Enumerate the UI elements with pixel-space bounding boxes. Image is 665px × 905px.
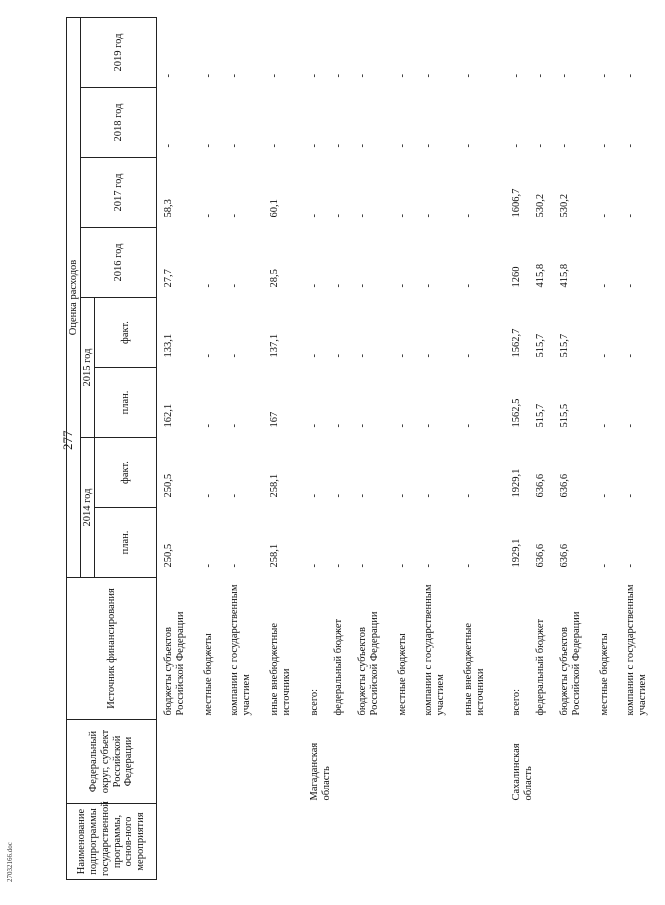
value-cell: - bbox=[357, 564, 368, 568]
value-cell: - bbox=[309, 144, 320, 148]
value-cell: - bbox=[357, 354, 368, 358]
value-cell: 530,2 bbox=[535, 193, 546, 218]
value-cell: 250,5 bbox=[163, 543, 174, 568]
table-row bbox=[463, 18, 511, 880]
value-cell: - bbox=[229, 494, 240, 498]
value-cell: - bbox=[397, 424, 408, 428]
value-cell: - bbox=[309, 564, 320, 568]
value-cell: 636,6 bbox=[559, 543, 570, 568]
value-cell: - bbox=[229, 424, 240, 428]
value-cell: 1929,1 bbox=[511, 468, 522, 498]
value-cell: 1562,5 bbox=[511, 398, 522, 428]
value-cell: 258,1 bbox=[269, 543, 280, 568]
value-cell: 515,5 bbox=[559, 403, 570, 428]
table-row bbox=[423, 18, 463, 880]
region-cell bbox=[333, 720, 357, 804]
value-cell: - bbox=[599, 214, 610, 218]
value-cell: - bbox=[269, 74, 280, 78]
value-cell: - bbox=[357, 214, 368, 218]
value-cell: - bbox=[625, 424, 636, 428]
value-cell: 28,5 bbox=[269, 269, 280, 288]
header-region: Федеральный округ, субъект Российской Федерации bbox=[67, 720, 157, 804]
value-cell: - bbox=[423, 564, 434, 568]
header-2015-fact: факт. bbox=[95, 298, 157, 368]
value-cell: - bbox=[463, 74, 474, 78]
header-funding-source: Источник финансирования bbox=[67, 578, 157, 720]
value-cell: - bbox=[463, 284, 474, 288]
table-row bbox=[309, 18, 333, 880]
value-cell: - bbox=[333, 424, 344, 428]
value-cell: - bbox=[423, 424, 434, 428]
header-year-2016: 2016 год bbox=[81, 228, 157, 298]
value-cell: - bbox=[423, 494, 434, 498]
region-cell bbox=[625, 720, 665, 804]
value-cell: - bbox=[229, 74, 240, 78]
value-cell: - bbox=[423, 354, 434, 358]
value-cell: 60,1 bbox=[269, 199, 280, 218]
value-cell: 415,8 bbox=[535, 263, 546, 288]
table-row bbox=[163, 18, 203, 880]
value-cell: 1562,7 bbox=[511, 328, 522, 358]
value-cell: - bbox=[357, 144, 368, 148]
table-row bbox=[599, 18, 625, 880]
value-cell: - bbox=[463, 494, 474, 498]
value-cell: 133,1 bbox=[163, 333, 174, 358]
header-year-2014: 2014 год bbox=[81, 438, 95, 578]
table-row bbox=[229, 18, 269, 880]
table-row bbox=[357, 18, 397, 880]
value-cell: - bbox=[599, 424, 610, 428]
region-cell bbox=[463, 720, 511, 804]
value-cell: - bbox=[203, 494, 214, 498]
region-cell bbox=[599, 720, 625, 804]
header-year-2015: 2015 год bbox=[81, 298, 95, 438]
document-id: 27032166.doc bbox=[6, 842, 14, 882]
value-cell: - bbox=[463, 424, 474, 428]
value-cell: - bbox=[203, 354, 214, 358]
value-cell: - bbox=[397, 564, 408, 568]
value-cell: - bbox=[535, 74, 546, 78]
funding-source-cell: местные бюджеты bbox=[599, 633, 610, 716]
value-cell: - bbox=[357, 424, 368, 428]
region-cell bbox=[357, 720, 397, 804]
funding-source-cell: компании с государственным участием bbox=[625, 584, 648, 716]
value-cell: - bbox=[397, 354, 408, 358]
value-cell: - bbox=[463, 354, 474, 358]
value-cell: - bbox=[309, 424, 320, 428]
header-year-2019: 2019 год bbox=[81, 18, 157, 88]
table-body bbox=[157, 18, 665, 880]
value-cell: - bbox=[163, 74, 174, 78]
header-program-name: Наименование подпрограммы государственной программы, основ-ного мероприятия bbox=[67, 804, 157, 880]
header-2015-plan: план. bbox=[95, 368, 157, 438]
value-cell: - bbox=[463, 144, 474, 148]
table-row bbox=[535, 18, 559, 880]
value-cell: - bbox=[269, 144, 280, 148]
value-cell: - bbox=[625, 494, 636, 498]
value-cell: - bbox=[599, 144, 610, 148]
value-cell: - bbox=[423, 284, 434, 288]
page-number: 277 bbox=[60, 430, 75, 450]
value-cell: 1606,7 bbox=[511, 188, 522, 218]
value-cell: 1260 bbox=[511, 266, 522, 288]
value-cell: - bbox=[511, 74, 522, 78]
value-cell: - bbox=[309, 354, 320, 358]
funding-source-cell: компании с государственным участием bbox=[229, 584, 252, 716]
funding-source-cell: федеральный бюджет bbox=[535, 618, 546, 716]
value-cell: 162,1 bbox=[163, 403, 174, 428]
value-cell: - bbox=[309, 494, 320, 498]
table-row bbox=[511, 18, 535, 880]
region-cell bbox=[229, 720, 269, 804]
value-cell: 636,6 bbox=[535, 543, 546, 568]
region-cell bbox=[269, 720, 309, 804]
value-cell: 515,7 bbox=[535, 333, 546, 358]
value-cell: - bbox=[535, 144, 546, 148]
funding-source-cell: иные внебюджетные источники bbox=[463, 622, 486, 716]
header-year-2018: 2018 год bbox=[81, 88, 157, 158]
value-cell: - bbox=[423, 144, 434, 148]
value-cell: - bbox=[309, 284, 320, 288]
value-cell: - bbox=[203, 284, 214, 288]
funding-source-cell: бюджеты субъектов Российской Федерации bbox=[559, 611, 582, 716]
value-cell: - bbox=[229, 284, 240, 288]
funding-source-cell: всего: bbox=[511, 688, 522, 716]
header-2014-fact: факт. bbox=[95, 438, 157, 508]
header-expense-estimate: Оценка расходов bbox=[67, 18, 81, 578]
region-cell bbox=[163, 720, 203, 804]
header-year-2017: 2017 год bbox=[81, 158, 157, 228]
value-cell: - bbox=[625, 564, 636, 568]
region-cell bbox=[203, 720, 229, 804]
region-cell bbox=[559, 720, 599, 804]
value-cell: 167 bbox=[269, 411, 280, 428]
value-cell: - bbox=[599, 284, 610, 288]
value-cell: - bbox=[625, 74, 636, 78]
funding-source-cell: всего: bbox=[309, 688, 320, 716]
region-cell bbox=[535, 720, 559, 804]
region-cell: Сахалинская область bbox=[511, 743, 534, 801]
value-cell: - bbox=[397, 214, 408, 218]
value-cell: - bbox=[357, 74, 368, 78]
value-cell: 515,7 bbox=[559, 333, 570, 358]
value-cell: - bbox=[559, 144, 570, 148]
value-cell: - bbox=[333, 284, 344, 288]
value-cell: - bbox=[511, 144, 522, 148]
value-cell: - bbox=[397, 494, 408, 498]
value-cell: - bbox=[333, 564, 344, 568]
funding-source-cell: федеральный бюджет bbox=[333, 618, 344, 716]
value-cell: - bbox=[423, 74, 434, 78]
value-cell: - bbox=[599, 494, 610, 498]
value-cell: 636,6 bbox=[559, 473, 570, 498]
value-cell: - bbox=[333, 74, 344, 78]
table-row bbox=[625, 18, 665, 880]
value-cell: 58,3 bbox=[163, 199, 174, 218]
expenditure-table bbox=[66, 17, 665, 880]
value-cell: - bbox=[229, 144, 240, 148]
value-cell: - bbox=[397, 74, 408, 78]
value-cell: - bbox=[203, 564, 214, 568]
value-cell: - bbox=[625, 354, 636, 358]
value-cell: - bbox=[397, 144, 408, 148]
value-cell: - bbox=[599, 564, 610, 568]
value-cell: - bbox=[309, 214, 320, 218]
table-row bbox=[269, 18, 309, 880]
value-cell: - bbox=[423, 214, 434, 218]
value-cell: - bbox=[559, 74, 570, 78]
value-cell: - bbox=[203, 144, 214, 148]
value-cell: - bbox=[357, 284, 368, 288]
value-cell: - bbox=[357, 494, 368, 498]
rotated-table-sheet bbox=[66, 18, 648, 880]
table-row bbox=[559, 18, 599, 880]
value-cell: - bbox=[625, 214, 636, 218]
value-cell: - bbox=[229, 564, 240, 568]
header-2014-plan: план. bbox=[95, 508, 157, 578]
value-cell: - bbox=[229, 354, 240, 358]
value-cell: 515,7 bbox=[535, 403, 546, 428]
value-cell: - bbox=[229, 214, 240, 218]
value-cell: - bbox=[309, 74, 320, 78]
value-cell: 250,5 bbox=[163, 473, 174, 498]
value-cell: 137,1 bbox=[269, 333, 280, 358]
funding-source-cell: бюджеты субъектов Российской Федерации bbox=[163, 611, 186, 716]
value-cell: 530,2 bbox=[559, 193, 570, 218]
value-cell: - bbox=[163, 144, 174, 148]
value-cell: 258,1 bbox=[269, 473, 280, 498]
table-row bbox=[203, 18, 229, 880]
value-cell: - bbox=[333, 354, 344, 358]
value-cell: - bbox=[333, 494, 344, 498]
funding-source-cell: местные бюджеты bbox=[203, 633, 214, 716]
value-cell: - bbox=[203, 74, 214, 78]
table-row bbox=[397, 18, 423, 880]
value-cell: - bbox=[463, 564, 474, 568]
value-cell: - bbox=[333, 144, 344, 148]
value-cell: - bbox=[203, 424, 214, 428]
value-cell: - bbox=[397, 284, 408, 288]
value-cell: - bbox=[625, 284, 636, 288]
region-cell bbox=[423, 720, 463, 804]
value-cell: - bbox=[333, 214, 344, 218]
value-cell: - bbox=[463, 214, 474, 218]
value-cell: - bbox=[599, 74, 610, 78]
value-cell: - bbox=[625, 144, 636, 148]
funding-source-cell: компании с государственным участием bbox=[423, 584, 446, 716]
value-cell: - bbox=[599, 354, 610, 358]
value-cell: 1929,1 bbox=[511, 538, 522, 568]
region-cell bbox=[397, 720, 423, 804]
region-cell: Магаданская область bbox=[309, 742, 332, 801]
table-row bbox=[333, 18, 357, 880]
table-header bbox=[67, 18, 157, 880]
funding-source-cell: бюджеты субъектов Российской Федерации bbox=[357, 611, 380, 716]
value-cell: 27,7 bbox=[163, 269, 174, 288]
value-cell: 415,8 bbox=[559, 263, 570, 288]
funding-source-cell: иные внебюджетные источники bbox=[269, 622, 292, 716]
value-cell: 636,6 bbox=[535, 473, 546, 498]
value-cell: - bbox=[203, 214, 214, 218]
funding-source-cell: местные бюджеты bbox=[397, 633, 408, 716]
